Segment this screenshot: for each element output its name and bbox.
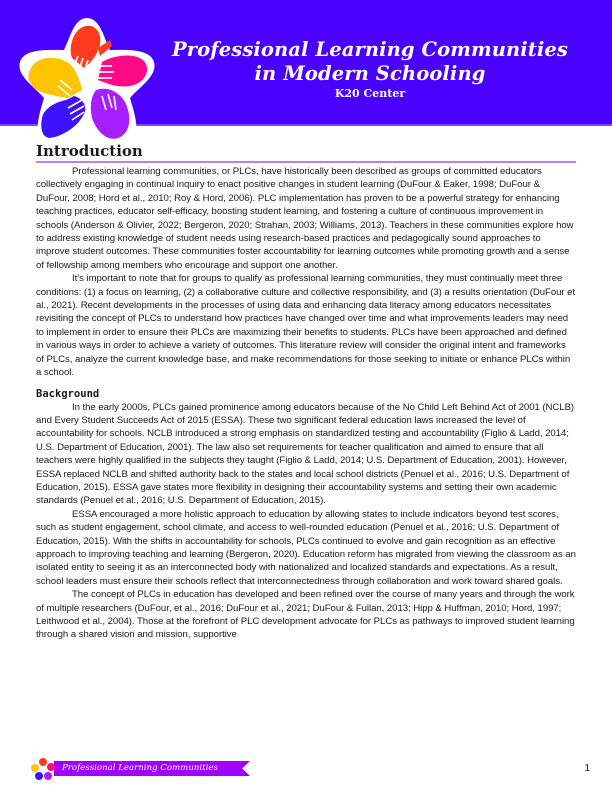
page-number: 1 [584, 763, 590, 774]
header-title-block [150, 38, 590, 101]
section-heading-background: Background [36, 387, 100, 400]
paragraph: ESSA encouraged a more holistic approach to education by allowing states to include indicators beyond test scores, such as student engagement, school climate, and access to well-rounded education (Penuel et al., 2016; U.S. Department of Education, 2015). With the shifts in accountability for schools, PLCs continued to evolve and gain recognition as an effective approach to improving teaching and learning (Bergeron, 2020). Education reform has migrated from viewing the classroom as an isolated entity to seeing it as an interconnected body with nationalized and localized standards and expectations. As a result, school leaders must ensure their schools reflect that interconnectedness through collaboration and work toward shared goals. [36, 508, 576, 587]
five-hands-star-logo-icon [30, 757, 56, 781]
paragraph: It’s important to note that for groups to qualify as professional learning communities, they must continually meet three conditions: (1) a focus on learning, (2) a collaborative culture and collective responsibility, and (3) a results orientation (DuFour et al., 2021). Recent developments in the processes of using data and enhancing data literacy among educators necessitates revisiting the concept of PLCs to understand how practices have changed over time and what improvements leaders may need to implement in order to ensure their PLCs are maximizing their benefits to students. PLCs have been approached and defined in various ways in order to achieve a variety of outcomes. This literature review will consider the original intent and frameworks of PLCs, analyze the current knowledge base, and make recommendations for those seeking to initiate or enhance PLCs within a school. [36, 273, 576, 379]
section-introduction [36, 142, 576, 380]
footer-label: Professional Learning Communities [62, 763, 218, 773]
document-title-line-1: Professional Learning Communities [172, 38, 568, 61]
document-body [36, 142, 576, 642]
document-title-line-2: in Modern Schooling [254, 62, 486, 85]
five-hands-star-logo-icon [12, 10, 162, 150]
paragraph: In the early 2000s, PLCs gained prominence among educators because of the No Child Left Behind Act of 2001 (NCLB) and Every Student Succeeds Act of 2015 (ESSA). These two significant federal education laws increased the level of accountability for schools. NCLB introduced a strong emphasis on standardized testing and accountability (Figlio & Ladd, 2014; U.S. Department of Education, 2001). The law also set requirements for teacher qualification and aimed to ensure that all teachers were highly qualified in the subjects they taught (Figlio & Ladd, 2014; U.S. Department of Education, 2001). However, ESSA replaced NCLB and shifted authority back to the states and local school districts (Penuel et al., 2016; U.S. Department of Education, 2015). ESSA gave states more flexibility in designing their accountability systems and setting their own academic standards (Penuel et al., 2016; U.S. Department of Education, 2015). [36, 401, 575, 507]
section-heading-introduction: Introduction [36, 142, 143, 160]
document-subtitle: K20 Center [334, 87, 406, 100]
paragraph: The concept of PLCs in education has developed and been refined over the course of many years and through the work of multiple researchers (DuFour, et al., 2016; DuFour et al., 2021; DuFour & Fullan, 2013; Hipp & Huffman, 2010; Hord, 1997; Leithwood et al., 2004). Those at the forefront of PLC development advocate for PLCs as pathways to improved student learning through a shared vision and mission, supportive [36, 589, 575, 641]
page-footer [30, 757, 590, 781]
section-background [36, 388, 576, 642]
paragraph: Professional learning communities, or PLCs, have historically been described as groups of committed educators collectively engaging in continual inquiry to enact positive changes in student learning (DuFour & Eaker, 1998; DuFour & DuFour, 2008; Hord et al., 2010; Roy & Hord, 2006). PLC implementation has proven to be a powerful strategy for enhancing teaching practices, educator self-efficacy, boosting student learning, and fostering a culture of continuous improvement in schools (Anderson & Olivier, 2022; Bergeron, 2020; Strahan, 2003; Williams, 2013). Teachers in these communities explore how to address existing knowledge of student needs using research-based practices and pedagogically sound approaches to improve student outcomes. These communities foster accountability for learning outcomes while promoting growth and a sense of fellowship among members who encourage and support one another. [36, 166, 574, 271]
heading-divider [36, 161, 576, 163]
